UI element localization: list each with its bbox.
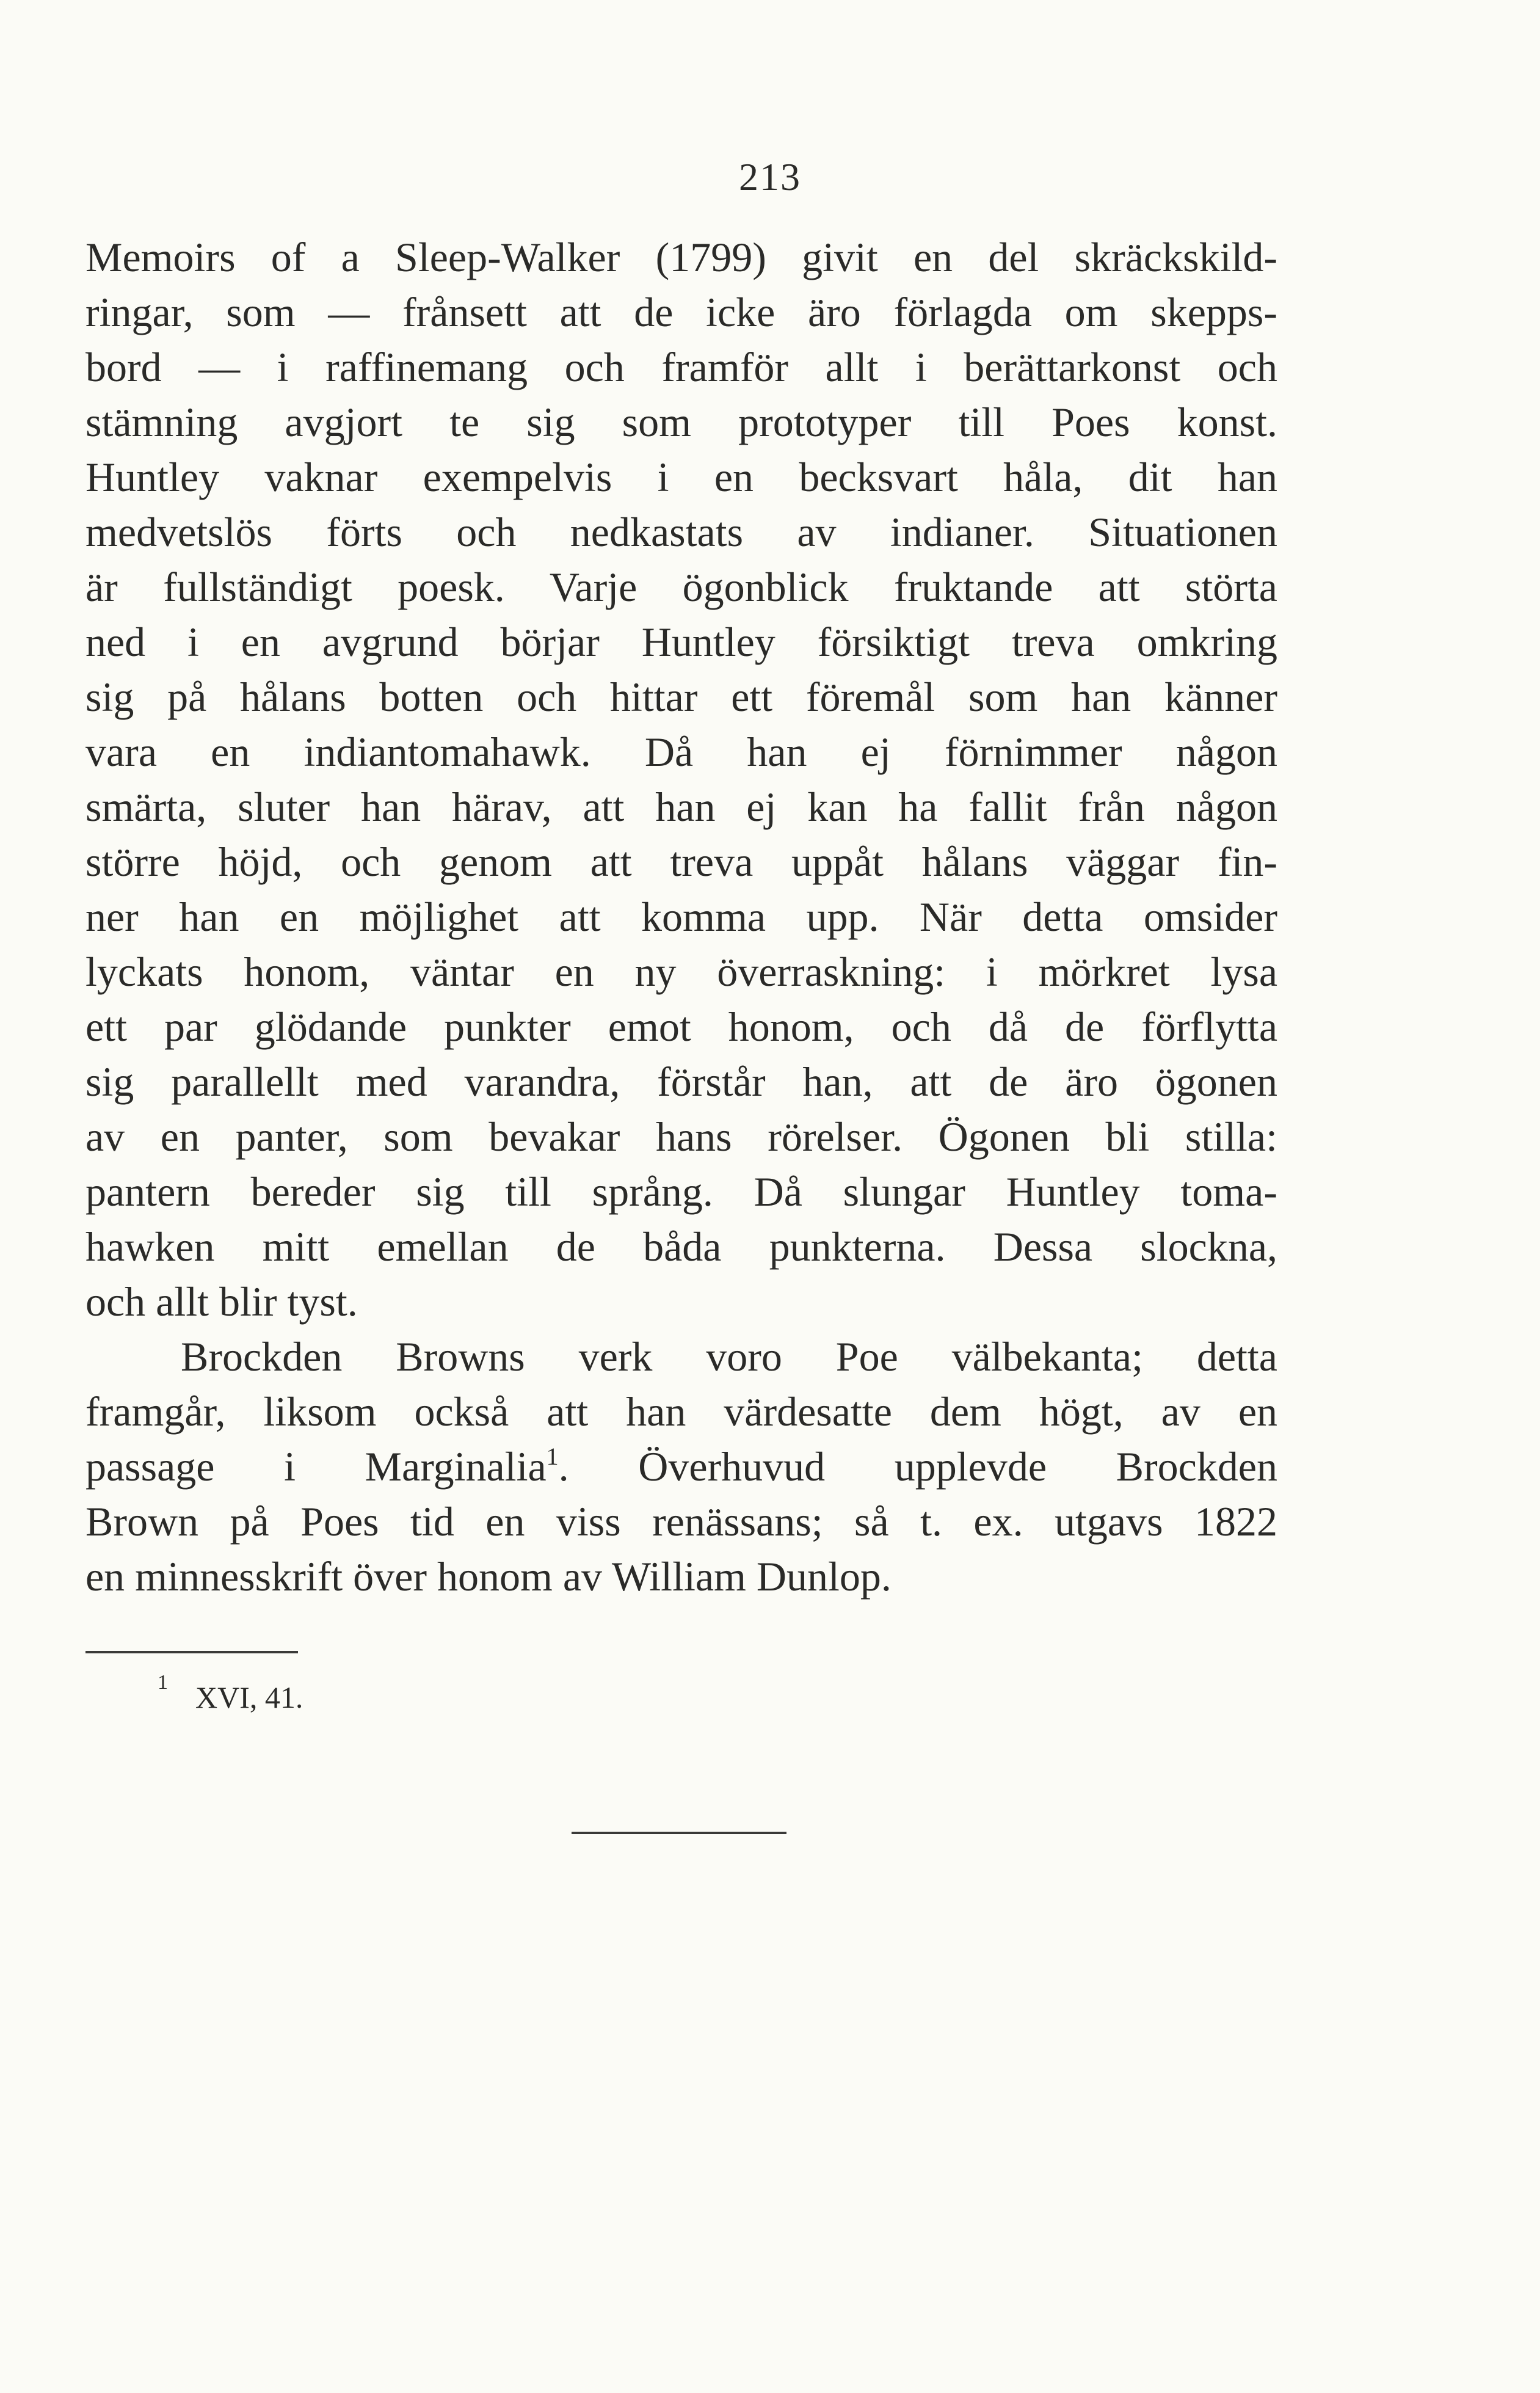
text-line: sig parallellt med varandra, förstår han, att de äro ögonen: [85, 1058, 1277, 1105]
text-line: sig på hålans botten och hittar ett föremål som han känner: [85, 674, 1277, 720]
text-line: och allt blir tyst.: [85, 1278, 358, 1325]
page-number: 213: [739, 155, 801, 199]
text-line: lyckats honom, väntar en ny överraskning: i mörkret lysa: [85, 949, 1277, 995]
text-line: framgår, liksom också att han värdesatte dem högt, av en: [85, 1388, 1277, 1435]
text-line: Huntley vaknar exempelvis i en becksvart håla, dit han: [85, 454, 1277, 500]
text-line: vara en indiantomahawk. Då han ej förnimmer någon: [85, 729, 1277, 775]
footnote-divider: [85, 1651, 298, 1653]
text-line: större höjd, och genom att treva uppåt hålans väggar fin-: [85, 839, 1277, 885]
text-line: stämning avgjort te sig som prototyper till Poes konst.: [85, 399, 1277, 445]
body-text: [85, 230, 1277, 1604]
text-line: pantern bereder sig till språng. Då slungar Huntley toma-: [85, 1168, 1277, 1215]
footnote: [158, 1671, 303, 1719]
text-line: en minnesskrift över honom av William Dunlop.: [85, 1553, 892, 1600]
paragraph-2: [85, 1329, 1277, 1604]
text-line: hawken mitt emellan de båda punkterna. Dessa slockna,: [85, 1223, 1277, 1270]
footnote-marker: 1: [158, 1671, 168, 1694]
text-line: Memoirs of a Sleep-Walker (1799) givit en del skräckskild-: [85, 234, 1277, 280]
footnote-reference: 1: [546, 1443, 559, 1470]
text-line: ett par glödande punkter emot honom, och då de förflytta: [85, 1003, 1277, 1050]
text-line: Brockden Browns verk voro Poe välbekanta; detta: [181, 1333, 1277, 1380]
section-end-rule: [572, 1832, 786, 1834]
text-line: ned i en avgrund börjar Huntley försiktigt treva omkring: [85, 619, 1277, 665]
text-line: bord — i raffinemang och framför allt i berättarkonst och: [85, 344, 1277, 390]
text-line-with-footnote-ref: [85, 1439, 1277, 1494]
text-segment: passage i Marginalia: [85, 1443, 547, 1490]
text-line: ner han en möjlighet att komma upp. När detta omsider: [85, 894, 1277, 940]
text-line: Brown på Poes tid en viss renässans; så t. ex. utgavs 1822: [85, 1498, 1277, 1545]
text-segment: . Överhuvud upplevde Brockden: [558, 1443, 1277, 1490]
paragraph-1: [85, 230, 1277, 1329]
text-line: av en panter, som bevakar hans rörelser. Ögonen bli stilla:: [85, 1113, 1277, 1160]
text-line: ringar, som — frånsett att de icke äro förlagda om skepps-: [85, 289, 1277, 335]
footnote-text: XVI, 41.: [195, 1680, 303, 1714]
text-line: smärta, sluter han härav, att han ej kan ha fallit från någon: [85, 784, 1277, 830]
text-line: medvetslös förts och nedkastats av indianer. Situationen: [85, 509, 1277, 555]
text-line: är fullständigt poesk. Varje ögonblick fruktande att störta: [85, 564, 1277, 610]
